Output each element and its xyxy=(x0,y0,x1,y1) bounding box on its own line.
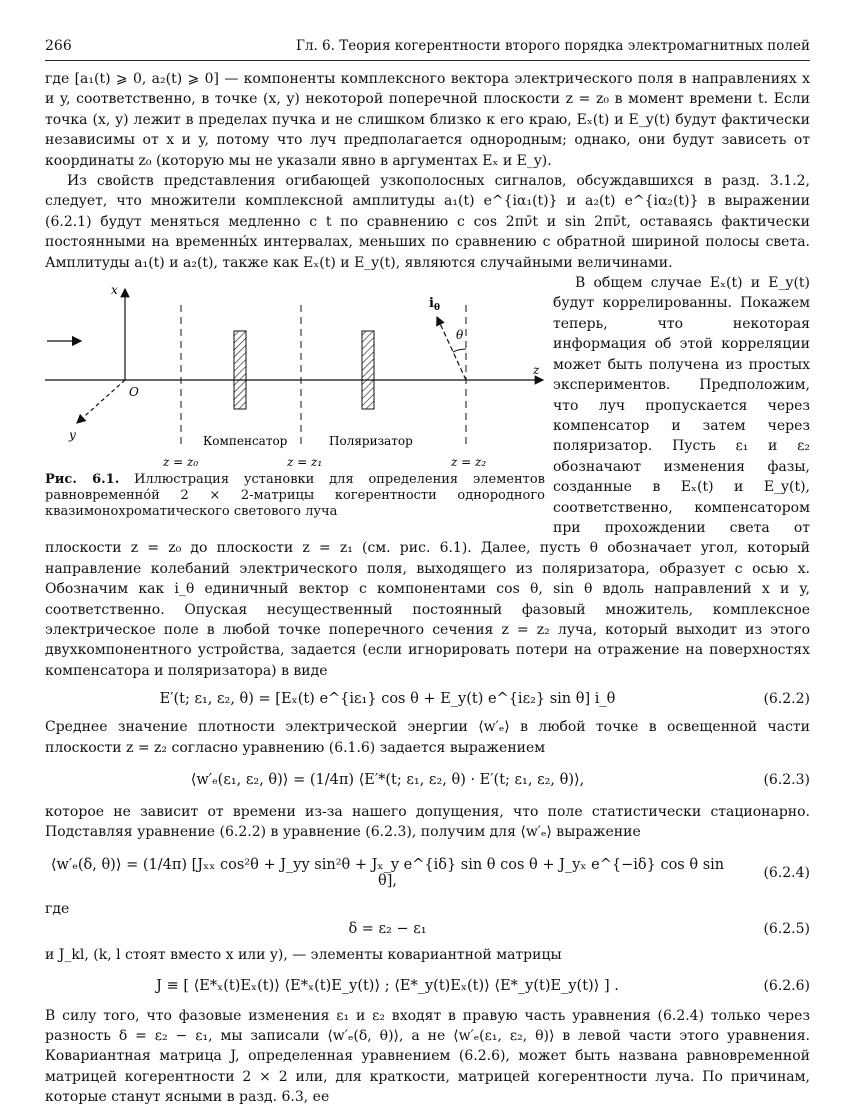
running-title: Гл. 6. Теория когерентности второго порядка электромагнитных полей xyxy=(295,38,810,54)
figure-caption-text: Иллюстрация установки для определения элементов равновременно́й 2 × 2-матрицы когерентности однородного квазимонохроматического светового луча xyxy=(45,472,546,520)
figure-diagram xyxy=(45,277,545,472)
equation-6-2-3 xyxy=(45,772,810,788)
equation-6-2-6 xyxy=(45,978,810,994)
equation-6-2-2-number: (6.2.2) xyxy=(763,691,810,708)
where-label: где xyxy=(45,900,70,917)
compensator-label: Компенсатор xyxy=(203,434,288,449)
running-header xyxy=(45,38,810,61)
equation-6-2-6-number: (6.2.6) xyxy=(763,977,810,994)
figure-caption xyxy=(45,472,545,520)
theta-label: θ xyxy=(456,328,464,343)
figure-wrap xyxy=(45,273,810,681)
i-theta-vector xyxy=(437,317,466,380)
equation-6-2-4 xyxy=(45,857,810,889)
paragraph-4: Среднее значение плотности электрической энергии ⟨w′ₑ⟩ в любой точке в освещенной части плоскости z = z₂ согласно уравнению (6.1.6) задается выражением xyxy=(45,719,810,756)
origin-label: O xyxy=(129,385,139,400)
page-number: 266 xyxy=(45,38,72,54)
plane-z0-label: z = z₀ xyxy=(163,455,199,470)
paragraph-5: которое не зависит от времени из-за нашего допущения, что поле статистически стационарно. Подставляя уравнение (6.2.2) в уравнение (6.2.3), получим для ⟨w′ₑ⟩ выражение xyxy=(45,804,810,841)
theta-arc xyxy=(453,349,466,352)
equation-6-2-5-number: (6.2.5) xyxy=(763,921,810,938)
paragraph-3: В общем случае Eₓ(t) и E_y(t) будут коррелированны. Покажем теперь, что некоторая информация об этой корреляции может быть получена из простых экспериментов. Предположим, что луч пропускается через компенсатор и затем через поляризатор. Пусть ε₁ и ε₂ обозначают изменения фазы, созданные в Eₓ(t) и E_y(t), соответственно, компенсатором при прохождении света от плоскости z = z₀ до плоскости z = z₁ (см. рис. 6.1). Далее, пусть θ обозначает угол, который направление колебаний электрического поля, выходящего из поляризатора, образует с осью x. Обозначим как i_θ единичный вектор с компонентами cos θ, sin θ вдоль направлений x и y, соответственно. Опуская несущественный постоянный фазовый множитель, комплексное электрическое поле в любой точке поперечного сечения z = z₂ луча, который выходит из этого двухкомпонентного устройства, задается (если игнорировать потери на отражение на поверхностях компенсатора и поляризатора) в виде xyxy=(45,275,810,679)
compensator-plate xyxy=(234,331,246,409)
page xyxy=(45,38,810,1108)
paragraph-7: В силу того, что фазовые изменения ε₁ и ε₂ входят в правую часть уравнения (6.2.4) только через разность δ = ε₂ − ε₁, мы записали ⟨w′ₑ(δ, θ)⟩, а не ⟨w′ₑ(ε₁, ε₂, θ)⟩ в левой части этого уравнения. Ковариантная матрица J, определенная уравнением (6.2.6), может быть названа равновременной матрицей когерентности 2 × 2 или, для краткости, матрицей когерентности луча. По причинам, которые станут ясными в разд. 6.3, ее xyxy=(45,1007,810,1106)
equation-6-2-5-formula: δ = ε₂ − ε₁ xyxy=(348,921,427,938)
paragraph-6: и J_kl, (k, l стоят вместо x или y), — элементы ковариантной матрицы xyxy=(45,947,562,964)
x-axis-label: x xyxy=(111,283,118,298)
equation-6-2-6-formula: J ≡ [ ⟨E*ₓ(t)Eₓ(t)⟩ ⟨E*ₓ(t)E_y(t)⟩ ; ⟨E*_y(t)Eₓ(t)⟩ ⟨E*_y(t)E_y(t)⟩ ] . xyxy=(156,977,619,994)
equation-6-2-3-number: (6.2.3) xyxy=(763,772,810,788)
figure-caption-label: Рис. 6.1. xyxy=(45,472,120,488)
paragraph-1: где [a₁(t) ⩾ 0, a₂(t) ⩾ 0] — компоненты комплексного вектора электрического поля в направлениях x и y, соответственно, в точке (x, y) некоторой поперечной плоскости z = z₀ в момент времени t. Если точка (x, y) лежит в пределах пучка и не слишком близко к его краю, Eₓ(t) и E_y(t) будут фактически независимы от x и y, потому что луч предполагается однородным; однако, они будут зависеть от координаты z₀ (которую мы не указали явно в аргументах Eₓ и E_y). xyxy=(45,71,810,169)
y-axis xyxy=(77,380,125,423)
i-theta-label: $i_\theta$ xyxy=(429,296,440,314)
equation-6-2-5 xyxy=(45,921,810,937)
equation-6-2-2 xyxy=(45,691,810,707)
paragraph-2: Из свойств представления огибающей узкополосных сигналов, обсуждавшихся в разд. 3.1.2, следует, что множители комплексной амплитуды a₁(t) e^{iα₁(t)} и a₂(t) e^{iα₂(t)} в выражении (6.2.1) будут меняться медленно с t по сравнению с cos 2πν̄t и sin 2πν̄t, оставаясь фактически постоянными на временны́х интервалах, меньших по сравнению с обратной шириной полосы света. Амплитуды a₁(t) и a₂(t), также как Eₓ(t) и E_y(t), являются случайными величинами. xyxy=(45,173,810,271)
polarizer-label: Поляризатор xyxy=(329,434,413,449)
z-axis-label: z xyxy=(533,363,540,378)
equation-6-2-4-formula: ⟨w′ₑ(δ, θ)⟩ = (1/4π) [Jₓₓ cos²θ + J_yy sin²θ + Jₓ_y e^{iδ} sin θ cos θ + J_yₓ e^{−iδ} cos θ sin θ], xyxy=(50,856,725,889)
y-axis-label: y xyxy=(69,428,76,443)
plane-z2-label: z = z₂ xyxy=(451,455,487,470)
equation-6-2-3-formula: ⟨w′ₑ(ε₁, ε₂, θ)⟩ = (1/4π) ⟨E′*(t; ε₁, ε₂, θ) · E′(t; ε₁, ε₂, θ)⟩, xyxy=(190,772,585,788)
equation-6-2-2-formula: E′(t; ε₁, ε₂, θ) = [Eₓ(t) e^{iε₁} cos θ + E_y(t) e^{iε₂} sin θ] i_θ xyxy=(159,691,616,708)
equation-6-2-4-number: (6.2.4) xyxy=(763,864,810,881)
plane-z1-label: z = z₁ xyxy=(287,455,323,470)
polarizer-plate xyxy=(362,331,374,409)
figure-6-1 xyxy=(45,277,545,522)
